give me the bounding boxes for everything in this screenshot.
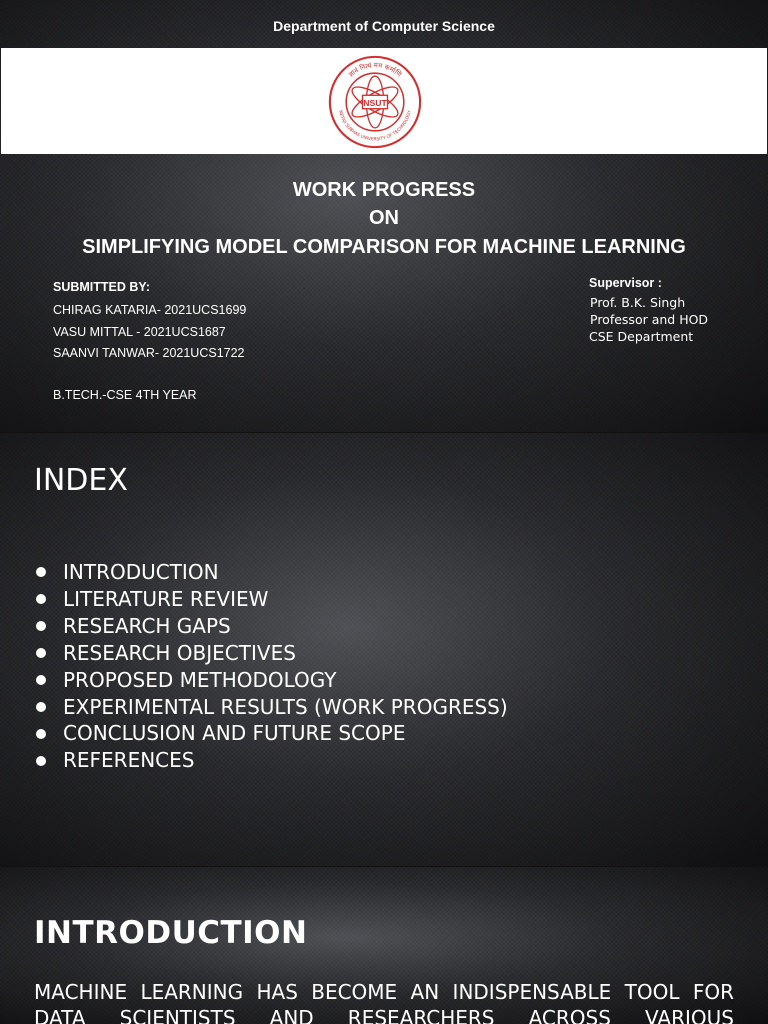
submitted-by-block	[53, 280, 246, 406]
supervisor-label: Supervisor :	[589, 276, 662, 290]
list-item-label: EXPERIMENTAL RESULTS (WORK PROGRESS)	[63, 694, 508, 719]
list-item	[34, 613, 508, 640]
list-item-label: LITERATURE REVIEW	[63, 586, 269, 611]
list-item	[34, 640, 508, 667]
list-item-label: RESEARCH GAPS	[63, 613, 231, 638]
emblem-top-arc-text: ज्ञानं नित्यं मम कर्माणि	[347, 61, 403, 79]
bullet-icon	[36, 594, 46, 604]
bullet-icon	[36, 756, 46, 766]
title-line-3: SIMPLIFYING MODEL COMPARISON FOR MACHINE LEARNING	[82, 236, 686, 258]
program-label: B.TECH.-CSE 4TH YEAR	[53, 387, 197, 402]
student-name: VASU MITTAL - 2021UCS1687	[53, 324, 226, 339]
submitted-by-label: SUBMITTED BY:	[53, 280, 150, 294]
list-item	[34, 667, 508, 694]
nsut-emblem-icon	[327, 54, 423, 150]
supervisor-dept: CSE Department	[589, 329, 694, 344]
introduction-text: MACHINE LEARNING HAS BECOME AN INDISPENSABLE TOOL FOR DATA SCIENTISTS AND RESEARCHERS ACROSS VARIOUS	[34, 980, 734, 1024]
supervisor-block	[589, 276, 708, 345]
title-slide	[0, 0, 768, 432]
list-item	[34, 747, 508, 774]
list-item	[34, 720, 508, 747]
department-header: Department of Computer Science	[273, 18, 495, 34]
index-slide	[0, 432, 768, 866]
introduction-slide	[0, 866, 768, 1024]
list-item	[34, 559, 508, 586]
emblem-bottom-arc-text: NETAJI SUBHAS UNIVERSITY OF TECHNOLOGY	[337, 110, 413, 143]
slide-title	[0, 176, 768, 262]
bullet-icon	[36, 648, 46, 658]
list-item-label: REFERENCES	[63, 748, 195, 773]
bullet-icon	[36, 702, 46, 712]
bullet-icon	[36, 675, 46, 685]
list-item-label: PROPOSED METHODOLOGY	[63, 667, 337, 692]
introduction-title: INTRODUCTION	[34, 915, 308, 951]
list-item-label: CONCLUSION AND FUTURE SCOPE	[63, 721, 406, 746]
bullet-icon	[36, 567, 46, 577]
title-line-2: ON	[369, 207, 399, 229]
list-item	[34, 694, 508, 721]
student-name: SAANVI TANWAR- 2021UCS1722	[53, 346, 245, 360]
student-name: CHIRAG KATARIA- 2021UCS1699	[53, 303, 247, 317]
emblem-text: NSUT	[363, 97, 387, 108]
list-item	[34, 586, 508, 613]
list-item-label: INTRODUCTION	[63, 560, 219, 584]
index-title: INDEX	[34, 463, 128, 498]
index-list	[34, 559, 508, 774]
supervisor-name: Prof. B.K. Singh	[590, 295, 686, 310]
title-line-1: WORK PROGRESS	[292, 179, 476, 201]
logo-band	[1, 48, 767, 154]
list-item-label: RESEARCH OBJECTIVES	[63, 640, 296, 665]
bullet-icon	[36, 621, 46, 631]
bullet-icon	[36, 729, 46, 739]
supervisor-title: Professor and HOD	[590, 312, 709, 327]
